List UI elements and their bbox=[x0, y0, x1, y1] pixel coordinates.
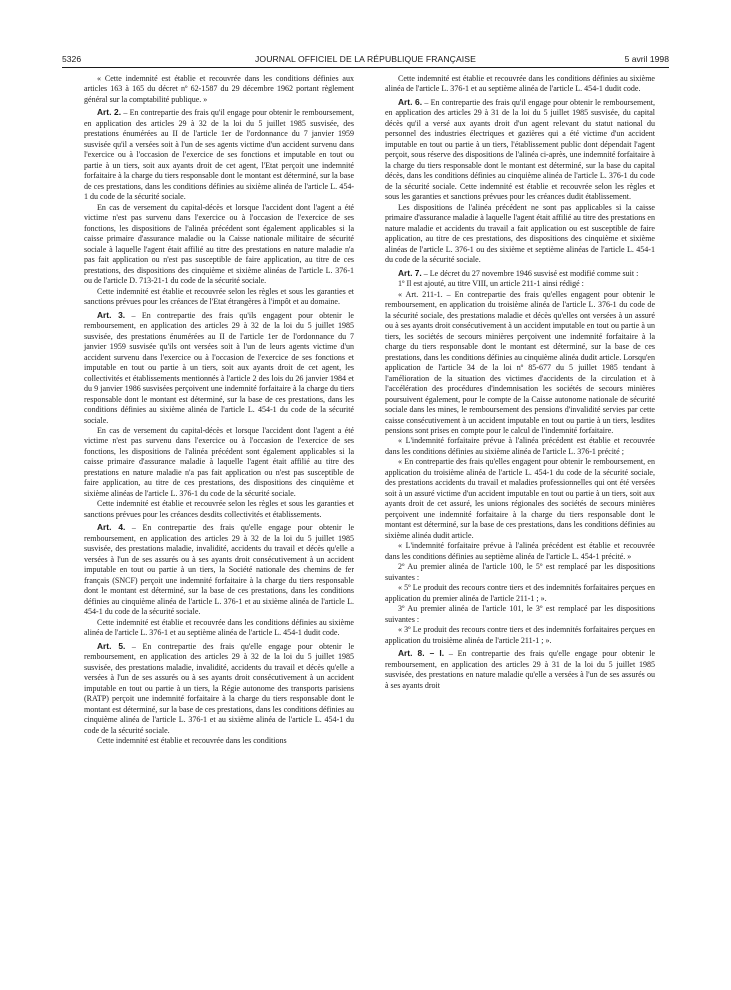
quoted-paragraph: « Cette indemnité est établie et recouvrée dans les conditions définies aux articles 163 à 165 du décret nº 62-1587 du 29 décembre 1962 portant règlement général sur la comptabilité publique. » bbox=[84, 74, 354, 104]
article-text: – En contrepartie des frais qu'elle engage pour obtenir le remboursement, en application des articles 29 à 32 de la loi du 5 juillet 1985 susvisée, des prestations maladie, invalidité, accidents du travail et décès qu'elle a versées à l'un de ses assurés ou à ses ayants droit consécutivement à un accident imputable en tout ou partie à un tiers, la Société nationale des chemins de fer français (SNCF) perçoit une indemnité forfaitaire à la charge du tiers responsable dont le montant est déterminé, sur la base de ces prestations, dans les conditions définies au cinquième alinéa de l'article L. 376-1 et au sixième alinéa de l'article L. 454-1 du code de la sécurité sociale. bbox=[84, 523, 354, 617]
article-text: – En contrepartie des frais qu'il engage pour obtenir le remboursement, en application des articles 29 à 31 de la loi du 5 juillet 1985 susvisée, du capital décès qu'il a versé aux ayants droit d'un agent relevant du statut national du personnel des industries électriques et gazières qui a été victime d'un accident imputable en tout ou partie à un tiers, l'établissement public dont dépendait l'agent perçoit, sous réserve des dispositions de l'alinéa ci-après, une indemnité forfaitaire à la charge du tiers responsable dont le montant est déterminé, sur la base du capital décès, dans les conditions définies au cinquième alinéa de l'article L. 376-1 du code de la sécurité sociale. Cette indemnité est établie et recouvrée selon les règles et sous les garanties et sanctions prévues pour les créances dudit établissement. bbox=[385, 97, 655, 202]
body-paragraph: « En contrepartie des frais qu'elles engagent pour obtenir le remboursement, en application du troisième alinéa de l'article L. 454-1 du code de la sécurité sociale, des prestations accidents du travail et maladies professionnelles qui ont été versées soit à un assuré victime d'un accident imputable en tout ou partie à un tiers, soit aux ayants droit de cet assuré, les unions régionales des sociétés de secours minières perçoivent une indemnité forfaitaire à la charge du tiers responsable dont le montant est déterminé, sur la base de ces prestations, dans les conditions définies au sixième alinéa dudit article. bbox=[385, 457, 655, 540]
article-text: – En contrepartie des frais qu'elle engage pour obtenir le remboursement, en application des articles 29 à 32 de la loi du 5 juillet 1985 susvisée, des prestations maladie, invalidité, accidents du travail et décès qu'elle a versées à l'un de ses assurés ou à ses ayants droit consécutivement à un accident imputable en tout ou partie à un tiers, la Régie autonome des transports parisiens (RATP) perçoit une indemnité forfaitaire à la charge du tiers responsable dont le montant est déterminé, sur la base de ces prestations, dans les conditions définies au cinquième alinéa de l'article L. 376-1 et au sixième alinéa de l'article L. 454-1 du code de la sécurité sociale. bbox=[84, 641, 354, 735]
article-label: Art. 4. bbox=[97, 522, 126, 533]
body-paragraph: Cette indemnité est établie et recouvrée dans les conditions définies au sixième alinéa de l'article L. 376-1 et au septième alinéa de l'article L. 454-1 dudit code. bbox=[84, 617, 354, 638]
header-rule bbox=[62, 67, 669, 68]
article-paragraph bbox=[385, 97, 655, 203]
body-paragraph: « Art. 211-1. – En contrepartie des frais qu'elles engagent pour obtenir le remboursement, en application du troisième alinéa de l'article L. 376-1 du code de la sécurité sociale, des prestations maladie et décès qu'elles ont versées à un assuré ou à ses ayants droit consécutivement à un accident imputable en tout ou partie à un tiers, les sociétés de secours minières perçoivent une indemnité forfaitaire à la charge du tiers responsable dont le montant est déterminé, sur la base de ces prestations, dans les conditions définies au cinquième alinéa dudit article. Lorsqu'en application de l'article 34 de la loi nº 85-677 du 5 juillet 1985 tendant à l'amélioration de la situation des victimes d'accidents de la circulation et à l'accélération des procédures d'indemnisation les sociétés de secours minières poursuivent également, pour le compte de la Caisse autonome nationale de sécurité sociale dans les mines, le remboursement des pensions d'invalidité servies par cette caisse consécutivement à un accident imputable en tout ou partie à un tiers, lesdites pensions sont prises en compte pour le calcul de l'indemnité forfaitaire. bbox=[385, 289, 655, 435]
body-paragraph: « 3º Le produit des recours contre tiers et des indemnités forfaitaires perçues en application du troisième alinéa de l'article 211-1 ; ». bbox=[385, 625, 655, 645]
article-label: Art. 7. bbox=[398, 267, 422, 278]
article-label: Art. 8. – I. bbox=[398, 648, 445, 659]
article-text: – Le décret du 27 novembre 1946 susvisé est modifié comme suit : bbox=[421, 268, 639, 278]
body-paragraph: Cette indemnité est établie et recouvrée dans les conditions bbox=[97, 736, 287, 746]
body-paragraph: Cette indemnité est établie et recouvrée selon les règles et sous les garanties et sanctions prévues pour les créances de l'Etat étrangères à l'impôt et au domaine. bbox=[84, 286, 354, 307]
article-label: Art. 2. bbox=[97, 107, 122, 118]
body-paragraph: « 5º Le produit des recours contre tiers et des indemnités forfaitaires perçues en application du premier alinéa de l'article 211-1 ; ». bbox=[385, 583, 655, 603]
body-paragraph: En cas de versement du capital-décès et lorsque l'accident dont l'agent a été victime n'est pas survenu dans l'exercice ou à l'occasion de l'exercice de ses fonctions, les dispositions de l'alinéa précédent sont également applicables si la caisse primaire d'assurance maladie ou la Caisse nationale militaire de sécurité sociale à laquelle l'agent était affilié au titre des prestations en nature maladie n'a pas fait application ou n'est pas susceptible de faire application, au titre de ces prestations, des dispositions des cinquième et sixième alinéas de l'article L. 376-1 ou de l'article D. 713-21-1 du code de la sécurité sociale. bbox=[84, 202, 354, 286]
page-header bbox=[62, 52, 669, 66]
body-paragraph: Les dispositions de l'alinéa précédent ne sont pas applicables si la caisse primaire d'assurance maladie à laquelle l'agent était affilié au titre des prestations en nature maladie et accidents du travail a fait application ou est susceptible de faire application, au titre de ces prestations, des dispositions des cinquième et sixième alinéas de l'article L. 376-1 ou des sixième et septième alinéas de l'article L. 454-1 du code de la sécurité sociale. bbox=[385, 202, 655, 265]
article-text: – En contrepartie des frais qu'il engage pour obtenir le remboursement, en application des articles 29 à 32 de la loi du 5 juillet 1985 susvisée, des prestations énumérées au II de l'article 1er de l'ordonnance du 7 janvier 1959 susvisée qu'il a versées soit à l'un de ses agents victime d'un accident survenu dans l'exercice ou à l'occasion de l'exercice de ses fonctions et imputable en tout ou partie à un tiers, soit aux ayants droit de cet agent, l'Etat perçoit une indemnité forfaitaire à la charge du tiers responsable dont le montant est déterminé, sur la base de ces prestations, dans les conditions définies au sixième alinéa de l'article L. 454-1 du code de la sécurité sociale. bbox=[84, 108, 354, 202]
body-paragraph: En cas de versement du capital-décès et lorsque l'accident dont l'agent a été victime n'est pas survenu dans l'exercice ou à l'occasion de l'exercice de ses fonctions, les dispositions de l'alinéa précédent sont également applicables si la caisse primaire d'assurance maladie à laquelle l'agent était affilié au titre des prestations en nature maladie n'a pas fait application ou n'est pas susceptible de faire application, au titre de ces prestations, des dispositions des cinquième et sixième alinéas de l'article L. 376-1 du code de la sécurité sociale. bbox=[84, 425, 354, 498]
right-text-column bbox=[385, 74, 655, 691]
body-paragraph: Cette indemnité est établie et recouvrée dans les conditions définies au sixième alinéa de l'article L. 376-1 et au septième alinéa de l'article L. 454-1 dudit code. bbox=[385, 74, 655, 94]
body-paragraph: 1º Il est ajouté, au titre VIII, un article 211-1 ainsi rédigé : bbox=[398, 279, 584, 289]
article-label: Art. 6. bbox=[398, 96, 423, 107]
article-paragraph bbox=[84, 310, 354, 426]
left-text-column bbox=[84, 74, 354, 747]
body-paragraph: 3º Au premier alinéa de l'article 101, le 3º est remplacé par les dispositions suivantes : bbox=[385, 604, 655, 624]
article-paragraph bbox=[84, 107, 354, 202]
journal-title: JOURNAL OFFICIEL DE LA RÉPUBLIQUE FRANÇAISE bbox=[255, 54, 476, 64]
article-label: Art. 5. bbox=[97, 640, 126, 651]
article-paragraph bbox=[385, 268, 655, 279]
article-paragraph bbox=[84, 522, 354, 617]
article-paragraph bbox=[84, 641, 354, 736]
body-paragraph: « L'indemnité forfaitaire prévue à l'alinéa précédent est établie et recouvrée dans les conditions définies au sixième alinéa de l'article L. 376-1 précité ; bbox=[385, 436, 655, 456]
body-paragraph: 2º Au premier alinéa de l'article 100, le 5º est remplacé par les dispositions suivantes : bbox=[385, 562, 655, 582]
page-number: 5326 bbox=[62, 54, 82, 64]
article-label: Art. 3. bbox=[97, 309, 126, 320]
article-text: – En contrepartie des frais qu'ils engagent pour obtenir le remboursement, en application des articles 29 à 32 de la loi du 5 juillet 1985 susvisée, des prestations énumérées au II de l'article 1er de l'ordonnance du 7 janvier 1959 susvisée qu'ils ont versées soit à l'un de leurs agents victime d'un accident survenu dans l'exercice ou à l'occasion de l'exercice de ses fonctions et imputable en tout ou partie à un tiers, soit aux ayants droit de cet agent, les collectivités et établissements mentionnés à l'article 2 des lois du 26 janvier 1984 et du 9 janvier 1986 susvisées perçoivent une indemnité forfaitaire à la charge du tiers responsable dont le montant est déterminé, sur la base de ces prestations, dans les conditions définies au sixième alinéa de l'article L. 454-1 du code de la sécurité sociale. bbox=[84, 310, 354, 425]
body-paragraph: Cette indemnité est établie et recouvrée selon les règles et sous les garanties et sanctions prévues pour les créances desdits collectivités et établissements. bbox=[84, 499, 354, 519]
publication-date: 5 avril 1998 bbox=[624, 54, 669, 64]
article-paragraph bbox=[385, 648, 655, 691]
article-text: – En contrepartie des frais qu'elle engage pour obtenir le remboursement, en application des articles 29 à 31 de la loi du 5 juillet 1985 susvisée, des prestations en nature maladie qu'elle a versées à l'un de ses assurés ou à ses ayants droit bbox=[385, 649, 655, 690]
body-paragraph: « L'indemnité forfaitaire prévue à l'alinéa précédent est établie et recouvrée dans les conditions définies au septième alinéa de l'article L. 454-1 précité. » bbox=[385, 541, 655, 561]
